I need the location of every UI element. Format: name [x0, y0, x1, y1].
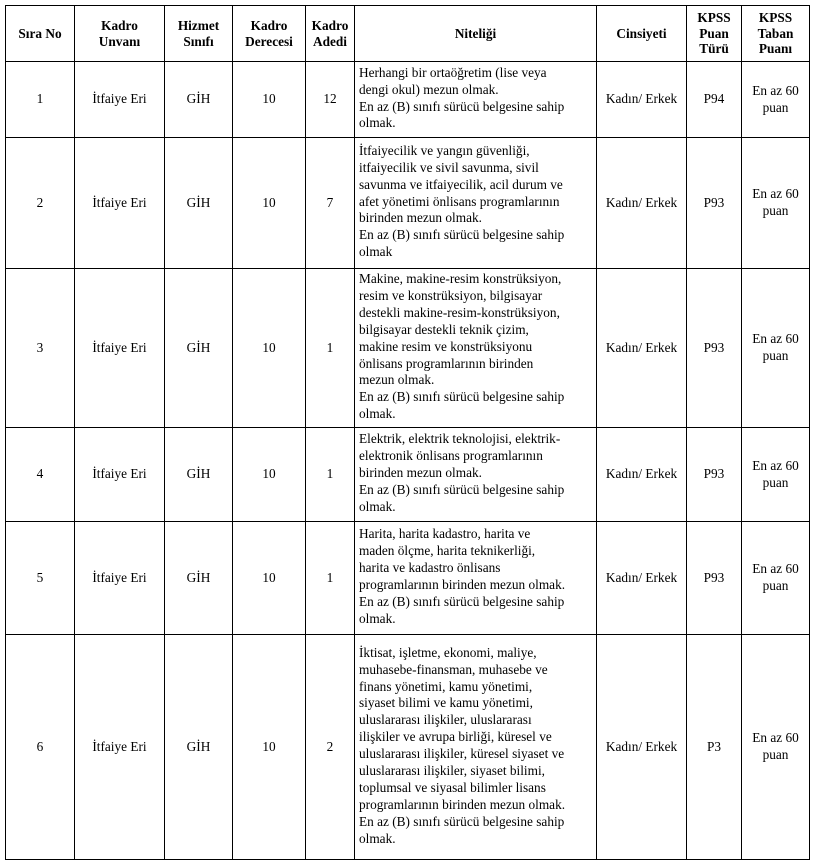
- niteligi-line: olmak: [359, 244, 393, 260]
- niteligi-line: olmak.: [359, 499, 396, 515]
- niteligi-cell: [355, 635, 597, 860]
- kadro-unvani-cell: İtfaiye Eri: [75, 138, 165, 269]
- niteligi-line: İtfaiyecilik ve yangın güvenliği,: [359, 142, 530, 158]
- niteligi-line: En az (B) sınıfı sürücü belgesine sahip: [359, 389, 565, 405]
- header-row: [6, 6, 810, 62]
- cinsiyeti-cell: Kadın/ Erkek: [597, 138, 687, 269]
- kpss-taban-puani-cell: [742, 428, 810, 522]
- kpss-taban-puani-cell: [742, 522, 810, 635]
- niteligi-line: maden ölçme, harita teknikerliği,: [359, 543, 536, 559]
- niteligi-line: uluslararası ilişkiler, uluslararası: [359, 712, 532, 728]
- cinsiyeti-cell: Kadın/ Erkek: [597, 522, 687, 635]
- table-row: [6, 635, 810, 860]
- niteligi-line: siyaset bilimi ve kamu yönetimi,: [359, 695, 533, 711]
- niteligi-line: En az (B) sınıfı sürücü belgesine sahip: [359, 594, 565, 610]
- sira-no-cell: 3: [6, 269, 75, 428]
- hizmet-sinifi-cell: GİH: [165, 522, 233, 635]
- kpss-taban-puani-cell: [742, 62, 810, 138]
- hizmet-sinifi-cell: GİH: [165, 635, 233, 860]
- header-kadro-unvani: Kadro Unvanı: [75, 6, 165, 62]
- kadro-adedi-cell: 1: [306, 269, 355, 428]
- kadro-adedi-cell: 7: [306, 138, 355, 269]
- taban-puani-line: En az 60: [752, 186, 799, 202]
- niteligi-line: Elektrik, elektrik teknolojisi, elektrik-: [359, 431, 561, 447]
- taban-puani-line: En az 60: [752, 457, 799, 473]
- sira-no-cell: 2: [6, 138, 75, 269]
- hizmet-sinifi-cell: GİH: [165, 62, 233, 138]
- niteligi-line: programlarının birinden mezun olmak.: [359, 796, 566, 812]
- kadro-adedi-cell: 1: [306, 522, 355, 635]
- niteligi-line: olmak.: [359, 406, 396, 422]
- niteligi-line: bilgisayar destekli teknik çizim,: [359, 321, 529, 337]
- niteligi-line: En az (B) sınıfı sürücü belgesine sahip: [359, 98, 565, 114]
- taban-puani-line: En az 60: [752, 730, 799, 746]
- taban-puani-line: puan: [762, 99, 789, 115]
- hizmet-sinifi-cell: GİH: [165, 269, 233, 428]
- niteligi-line: harita ve kadastro önlisans: [359, 560, 501, 576]
- kpss-taban-puani-cell: [742, 269, 810, 428]
- niteligi-line: olmak.: [359, 610, 396, 626]
- kadro-unvani-cell: İtfaiye Eri: [75, 269, 165, 428]
- niteligi-line: En az (B) sınıfı sürücü belgesine sahip: [359, 227, 565, 243]
- niteligi-line: finans yönetimi, kamu yönetimi,: [359, 678, 533, 694]
- niteligi-line: İktisat, işletme, ekonomi, maliye,: [359, 644, 537, 660]
- niteligi-line: uluslararası ilişkiler, siyaset bilimi,: [359, 763, 545, 779]
- niteligi-line: itfaiyecilik ve sivil savunma, sivil: [359, 159, 539, 175]
- niteligi-line: destekli makine-resim-konstrüksiyon,: [359, 304, 560, 320]
- niteligi-line: Makine, makine-resim konstrüksiyon,: [359, 271, 562, 286]
- table-row: [6, 522, 810, 635]
- sira-no-cell: 1: [6, 62, 75, 138]
- kadro-adedi-cell: 12: [306, 62, 355, 138]
- kadro-unvani-cell: İtfaiye Eri: [75, 522, 165, 635]
- cinsiyeti-cell: Kadın/ Erkek: [597, 635, 687, 860]
- niteligi-line: mezun olmak.: [359, 372, 435, 388]
- header-kpss-puan-turu: KPSS Puan Türü: [687, 6, 742, 62]
- cinsiyeti-cell: Kadın/ Erkek: [597, 428, 687, 522]
- niteligi-line: En az (B) sınıfı sürücü belgesine sahip: [359, 482, 565, 498]
- kadro-derecesi-cell: 10: [233, 522, 306, 635]
- niteligi-cell: [355, 62, 597, 138]
- sira-no-cell: 4: [6, 428, 75, 522]
- niteligi-cell: [355, 138, 597, 269]
- niteligi-line: makine resim ve konstrüksiyonu: [359, 338, 533, 354]
- taban-puani-line: puan: [762, 203, 789, 218]
- header-kadro-derecesi: Kadro Derecesi: [233, 6, 306, 62]
- kpss-taban-puani-cell: [742, 635, 810, 860]
- kadro-adedi-cell: 1: [306, 428, 355, 522]
- niteligi-line: afet yönetimi önlisans programlarının: [359, 193, 560, 209]
- hizmet-sinifi-cell: GİH: [165, 138, 233, 269]
- kadro-derecesi-cell: 10: [233, 428, 306, 522]
- kpss-taban-puani-cell: [742, 138, 810, 269]
- kadro-derecesi-cell: 10: [233, 138, 306, 269]
- kadro-unvani-cell: İtfaiye Eri: [75, 428, 165, 522]
- niteligi-line: olmak.: [359, 115, 396, 131]
- cinsiyeti-cell: Kadın/ Erkek: [597, 269, 687, 428]
- taban-puani-line: puan: [762, 578, 789, 594]
- taban-puani-line: En az 60: [752, 561, 799, 577]
- niteligi-cell: [355, 522, 597, 635]
- kpss-puan-turu-cell: P93: [687, 138, 742, 269]
- niteligi-cell: [355, 428, 597, 522]
- kadro-derecesi-cell: 10: [233, 635, 306, 860]
- table-row: [6, 62, 810, 138]
- header-sira-no: Sıra No: [6, 6, 75, 62]
- kadro-adedi-cell: 2: [306, 635, 355, 860]
- niteligi-line: Herhangi bir ortaöğretim (lise veya: [359, 64, 547, 80]
- niteligi-line: uluslararası ilişkiler, küresel siyaset ve: [359, 746, 565, 762]
- taban-puani-line: puan: [762, 348, 789, 364]
- kadro-derecesi-cell: 10: [233, 269, 306, 428]
- kpss-puan-turu-cell: P94: [687, 62, 742, 138]
- header-niteligi: Niteliği: [355, 6, 597, 62]
- table-row: [6, 428, 810, 522]
- kpss-puan-turu-cell: P3: [687, 635, 742, 860]
- niteligi-line: Harita, harita kadastro, harita ve: [359, 526, 531, 542]
- kadro-unvani-cell: İtfaiye Eri: [75, 62, 165, 138]
- niteligi-line: programlarının birinden mezun olmak.: [359, 577, 566, 593]
- table-row: [6, 269, 810, 428]
- header-cinsiyeti: Cinsiyeti: [597, 6, 687, 62]
- cinsiyeti-cell: Kadın/ Erkek: [597, 62, 687, 138]
- kpss-puan-turu-cell: P93: [687, 522, 742, 635]
- kadro-table: [5, 5, 810, 860]
- niteligi-line: resim ve konstrüksiyon, bilgisayar: [359, 287, 543, 303]
- header-kpss-taban-puani: KPSS Taban Puanı: [742, 6, 810, 62]
- niteligi-line: birinden mezun olmak.: [359, 465, 482, 481]
- niteligi-line: En az (B) sınıfı sürücü belgesine sahip: [359, 813, 565, 829]
- niteligi-line: toplumsal ve siyasal bilimler lisans: [359, 779, 546, 795]
- kadro-derecesi-cell: 10: [233, 62, 306, 138]
- taban-puani-line: puan: [762, 747, 789, 763]
- taban-puani-line: En az 60: [752, 82, 799, 98]
- kadro-unvani-cell: İtfaiye Eri: [75, 635, 165, 860]
- hizmet-sinifi-cell: GİH: [165, 428, 233, 522]
- table-row: [6, 138, 810, 269]
- niteligi-line: muhasebe-finansman, muhasebe ve: [359, 661, 548, 677]
- niteligi-line: elektronik önlisans programlarının: [359, 448, 543, 464]
- taban-puani-line: puan: [762, 474, 789, 490]
- niteligi-line: ilişkiler ve avrupa birliği, küresel ve: [359, 729, 552, 745]
- taban-puani-line: En az 60: [752, 331, 799, 347]
- kpss-puan-turu-cell: P93: [687, 428, 742, 522]
- kpss-puan-turu-cell: P93: [687, 269, 742, 428]
- niteligi-line: birinden mezun olmak.: [359, 210, 482, 226]
- niteligi-line: dengi okul) mezun olmak.: [359, 81, 499, 97]
- niteligi-line: önlisans programlarının birinden: [359, 355, 534, 371]
- niteligi-line: olmak.: [359, 830, 396, 846]
- header-hizmet-sinifi: Hizmet Sınıfı: [165, 6, 233, 62]
- sira-no-cell: 6: [6, 635, 75, 860]
- niteligi-line: savunma ve itfaiyecilik, acil durum ve: [359, 176, 563, 192]
- niteligi-cell: [355, 269, 597, 428]
- header-kadro-adedi: Kadro Adedi: [306, 6, 355, 62]
- sira-no-cell: 5: [6, 522, 75, 635]
